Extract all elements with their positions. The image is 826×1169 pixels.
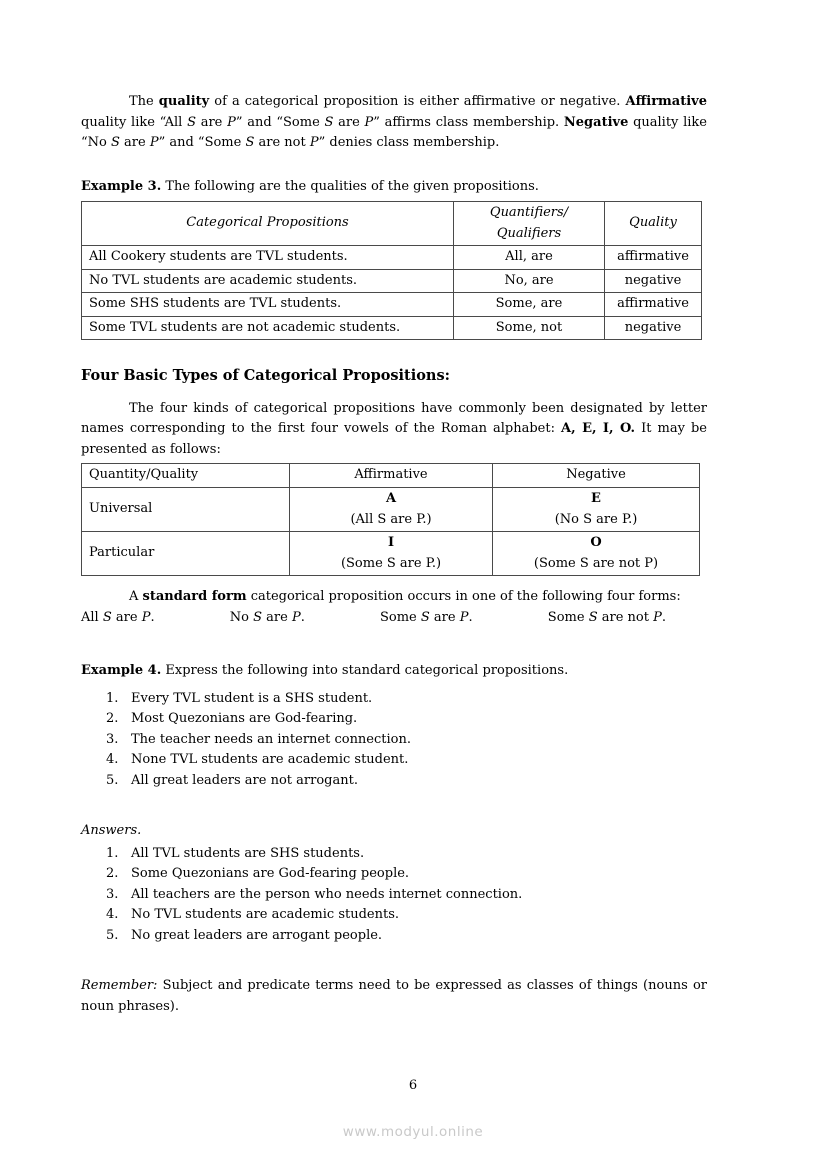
cell-quality: negative: [605, 316, 702, 340]
type-letter: A: [385, 491, 397, 506]
answers-list: [81, 844, 707, 947]
cell-quantifiers: All, are: [454, 246, 605, 270]
four-types-table: [81, 463, 700, 576]
cell-quantifiers: No, are: [454, 269, 605, 293]
cell-negative: [493, 532, 700, 576]
header-affirmative: Affirmative: [290, 464, 493, 488]
cell-quantity: Particular: [82, 532, 290, 576]
table-row: [82, 269, 702, 293]
table-row: [82, 293, 702, 317]
form-some-not: Some S are not P.: [547, 609, 666, 625]
example4-caption: Example 4. Express the following into standard categorical propositions.: [81, 663, 569, 678]
four-types-paragraph: The four kinds of categorical propositions have commonly been designated by letter names corresponding to the first four vowels of the Roman alphabet: A, E, I, O. It may be presented as follows:: [81, 400, 708, 457]
list-text: No TVL students are academic students.: [131, 907, 400, 922]
standard-form-paragraph: A standard form categorical proposition occurs in one of the following four forms:: [129, 589, 681, 604]
list-number: 4.: [106, 752, 119, 767]
list-text: All great leaders are not arrogant.: [131, 772, 358, 788]
cell-affirmative: [290, 532, 493, 576]
cell-negative: [493, 488, 700, 532]
cell-quality: affirmative: [605, 293, 702, 317]
example4-list: [81, 689, 707, 792]
example3-caption: Example 3. The following are the qualities of the given propositions.: [81, 178, 539, 194]
type-letter: E: [591, 491, 601, 506]
answers-label: Answers.: [81, 823, 142, 838]
example3-table: [81, 201, 702, 340]
type-form: (Some S are P.): [340, 555, 442, 571]
type-letter: O: [590, 535, 602, 550]
cell-proposition: Some TVL students are not academic students.: [82, 316, 454, 340]
cell-quantifiers: Some, are: [454, 293, 605, 317]
cell-proposition: All Cookery students are TVL students.: [82, 246, 454, 270]
list-number: 4.: [106, 907, 119, 922]
list-number: 2.: [106, 711, 119, 726]
list-item: [106, 844, 707, 865]
header-quantity-quality: Quantity/Quality: [82, 464, 290, 488]
cell-quality: affirmative: [605, 246, 702, 270]
table-row: [82, 488, 700, 532]
header-categorical-propositions: Categorical Propositions: [82, 202, 454, 246]
page-number: 6: [408, 1078, 418, 1093]
type-form: (All S are P.): [350, 511, 432, 527]
list-item: [106, 689, 707, 710]
list-text: Every TVL student is a SHS student.: [131, 690, 373, 706]
standard-forms-row: [81, 608, 666, 629]
table-row: [82, 532, 700, 576]
type-form: (No S are P.): [554, 511, 638, 527]
list-number: 3.: [106, 886, 119, 902]
section-heading: Four Basic Types of Categorical Propositions:: [81, 367, 450, 384]
list-text: The teacher needs an internet connection.: [131, 731, 411, 747]
table-row: [82, 246, 702, 270]
cell-quantifiers: Some, not: [454, 316, 605, 340]
list-item: [106, 730, 707, 751]
page-content: [81, 92, 707, 1017]
remember-paragraph: Remember: Subject and predicate terms need to be expressed as classes of things (nouns or noun phrases).: [81, 978, 707, 1014]
form-no: No S are P.: [229, 609, 305, 625]
list-number: 1.: [106, 845, 119, 861]
watermark: www.modyul.online: [342, 1124, 484, 1140]
list-text: All teachers are the person who needs internet connection.: [131, 886, 523, 902]
list-number: 2.: [106, 866, 119, 881]
header-quality: Quality: [605, 202, 702, 246]
cell-proposition: Some SHS students are TVL students.: [82, 293, 454, 317]
cell-quantity: Universal: [82, 488, 290, 532]
list-item: [106, 709, 707, 730]
cell-proposition: No TVL students are academic students.: [82, 269, 454, 293]
list-number: 5.: [106, 927, 119, 943]
list-item: [106, 750, 707, 771]
cell-quality: negative: [605, 269, 702, 293]
table-header-row: [82, 464, 700, 488]
list-text: Most Quezonians are God-fearing.: [131, 711, 358, 726]
form-some: Some S are P.: [380, 609, 473, 625]
type-form: (Some S are not P): [533, 555, 659, 571]
list-text: No great leaders are arrogant people.: [131, 927, 383, 943]
list-item: [106, 864, 707, 885]
list-item: [106, 885, 707, 906]
list-text: None TVL students are academic student.: [131, 752, 409, 767]
table-row: [82, 316, 702, 340]
header-quantifiers-qualifiers: Quantifiers/ Qualifiers: [454, 202, 605, 246]
list-number: 3.: [106, 731, 119, 747]
list-number: 1.: [106, 690, 119, 706]
type-letter: I: [387, 535, 395, 550]
cell-affirmative: [290, 488, 493, 532]
intro-paragraph: The quality of a categorical proposition is either affirmative or negative. Affirmative quality like “All S are P” and “Some S are P” affirms class membership. Negative quality like “No S are P” and “Some S are not P” denies class membership.: [81, 94, 707, 150]
form-all: All S are P.: [81, 609, 155, 625]
list-text: All TVL students are SHS students.: [131, 845, 365, 861]
list-item: [106, 771, 707, 792]
list-number: 5.: [106, 772, 119, 788]
list-item: [106, 926, 707, 947]
header-negative: Negative: [493, 464, 700, 488]
list-text: Some Quezonians are God-fearing people.: [131, 866, 410, 881]
table-header-row: [82, 202, 702, 246]
list-item: [106, 905, 707, 926]
